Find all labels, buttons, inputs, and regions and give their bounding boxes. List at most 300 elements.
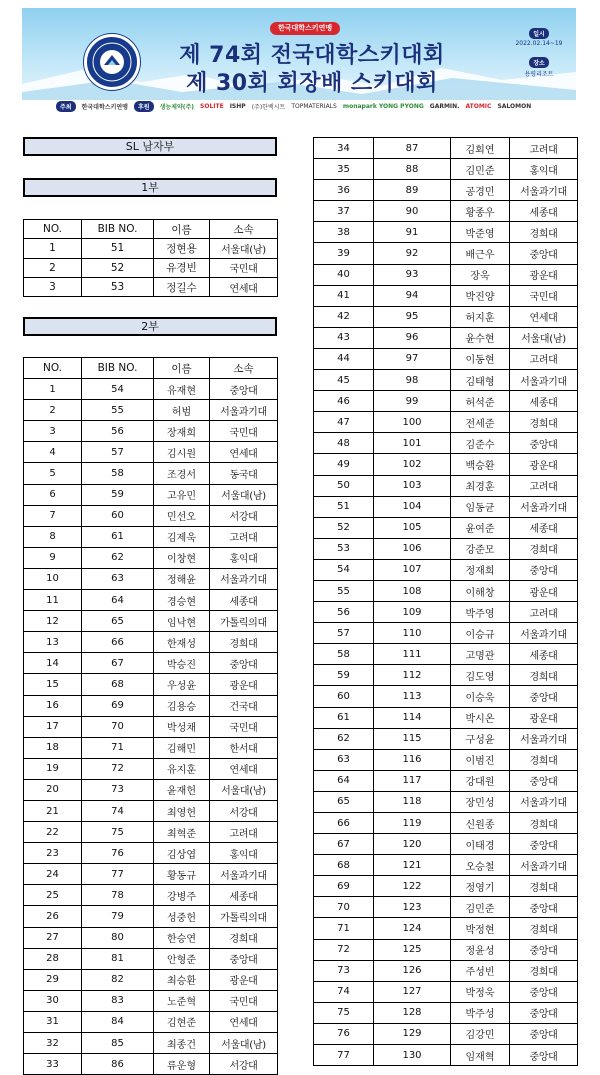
cell-name: 우성윤: [154, 674, 210, 695]
cell-no: 62: [314, 728, 374, 749]
cell-school: 중앙대: [510, 243, 578, 264]
cell-no: 72: [314, 939, 374, 960]
cell-no: 37: [314, 201, 374, 222]
sponsor-logo: GARMIN.: [429, 102, 460, 110]
cell-bib: 92: [374, 243, 451, 264]
cell-school: 광운대: [510, 707, 578, 728]
cell-name: 이창현: [154, 547, 210, 568]
host-name: 한국대학스키연맹: [81, 103, 128, 111]
cell-school: 광운대: [510, 264, 578, 285]
cell-no: 68: [314, 855, 374, 876]
table-row: [24, 990, 278, 1011]
cell-name: 허범: [154, 400, 210, 421]
cell-no: 73: [314, 960, 374, 981]
cell-school: 경희대: [210, 632, 278, 653]
cell-no: 67: [314, 834, 374, 855]
table-row: [314, 222, 578, 243]
cell-bib: 113: [374, 686, 451, 707]
table-row: [314, 306, 578, 327]
cell-name: 성중헌: [154, 906, 210, 927]
cell-bib: 71: [82, 737, 154, 758]
cell-bib: 129: [374, 1023, 451, 1044]
cell-no: 59: [314, 665, 374, 686]
cell-school: 서울대(남): [210, 779, 278, 800]
table-row: [314, 517, 578, 538]
sponsor-logo: 생능제약(주): [159, 103, 195, 111]
sponsor-row: [56, 100, 576, 112]
cell-school: 광운대: [510, 454, 578, 475]
cell-bib: 95: [374, 306, 451, 327]
cell-bib: 59: [82, 484, 154, 505]
table-row: [24, 632, 278, 653]
table-row: [24, 800, 278, 821]
cell-bib: 70: [82, 716, 154, 737]
cell-no: 24: [24, 864, 82, 885]
cell-name: 유재현: [154, 379, 210, 400]
table-row: [24, 822, 278, 843]
cell-school: 광운대: [510, 580, 578, 601]
cell-school: 세종대: [510, 391, 578, 412]
cell-bib: 79: [82, 906, 154, 927]
table-row: [24, 1011, 278, 1032]
cell-bib: 104: [374, 496, 451, 517]
venue-value: 용평리조트: [524, 71, 554, 78]
cell-name: 박정욱: [451, 981, 510, 1002]
table-row: [314, 1023, 578, 1044]
cell-name: 김회연: [451, 138, 510, 159]
event-title: SL 남자부: [23, 137, 277, 156]
table-row: [24, 864, 278, 885]
cell-school: 경희대: [510, 960, 578, 981]
table-row: [314, 834, 578, 855]
cell-bib: 52: [82, 258, 154, 277]
table-row: [314, 939, 578, 960]
cell-no: 25: [24, 885, 82, 906]
cell-no: 77: [314, 1045, 374, 1066]
cell-bib: 75: [82, 822, 154, 843]
cell-bib: 91: [374, 222, 451, 243]
cell-school: 고려대: [510, 602, 578, 623]
cell-no: 36: [314, 180, 374, 201]
cell-bib: 109: [374, 602, 451, 623]
cell-bib: 121: [374, 855, 451, 876]
cell-school: 경희대: [510, 749, 578, 770]
cell-bib: 119: [374, 813, 451, 834]
cell-no: 13: [24, 632, 82, 653]
cell-school: 서울과기대: [510, 180, 578, 201]
table-row: [24, 758, 278, 779]
cell-name: 조경서: [154, 463, 210, 484]
event-banner: [22, 8, 576, 100]
cell-school: 고려대: [510, 475, 578, 496]
cell-school: 중앙대: [510, 1045, 578, 1066]
cell-school: 서울과기대: [510, 496, 578, 517]
cell-bib: 68: [82, 674, 154, 695]
cell-name: 김용승: [154, 695, 210, 716]
cell-no: 60: [314, 686, 374, 707]
cell-name: 한재성: [154, 632, 210, 653]
cell-name: 정해윤: [154, 568, 210, 589]
cell-school: 광운대: [210, 674, 278, 695]
cell-no: 11: [24, 590, 82, 611]
table-row: [24, 568, 278, 589]
table-row: [314, 623, 578, 644]
cell-bib: 81: [82, 948, 154, 969]
cell-bib: 105: [374, 517, 451, 538]
cell-bib: 73: [82, 779, 154, 800]
cell-no: 64: [314, 770, 374, 791]
cell-bib: 115: [374, 728, 451, 749]
cell-name: 강병주: [154, 885, 210, 906]
cell-no: 70: [314, 897, 374, 918]
cell-bib: 110: [374, 623, 451, 644]
cell-name: 박준영: [451, 222, 510, 243]
cell-no: 5: [24, 463, 82, 484]
table-row: [314, 496, 578, 517]
table-row: [24, 674, 278, 695]
cell-school: 중앙대: [210, 653, 278, 674]
organizer-pill: 한국대학스키연맹: [270, 22, 340, 35]
cell-name: 김해민: [154, 737, 210, 758]
cell-name: 주성빈: [451, 960, 510, 981]
cell-no: 53: [314, 538, 374, 559]
cell-school: 고려대: [510, 138, 578, 159]
col-bib: BIB NO.: [82, 220, 154, 239]
cell-school: 중앙대: [510, 770, 578, 791]
cell-no: 3: [24, 277, 82, 296]
cell-bib: 90: [374, 201, 451, 222]
cell-name: 오승철: [451, 855, 510, 876]
table-row: [314, 813, 578, 834]
cell-name: 허지훈: [451, 306, 510, 327]
cell-bib: 58: [82, 463, 154, 484]
cell-name: 강준모: [451, 538, 510, 559]
cell-bib: 126: [374, 960, 451, 981]
table-row: [314, 981, 578, 1002]
table-row: [24, 737, 278, 758]
cell-bib: 123: [374, 897, 451, 918]
cell-no: 22: [24, 822, 82, 843]
cell-no: 2: [24, 400, 82, 421]
cell-no: 38: [314, 222, 374, 243]
cell-no: 1: [24, 379, 82, 400]
cell-school: 경희대: [210, 927, 278, 948]
table-header-row: [24, 220, 278, 239]
cell-school: 서울과기대: [210, 568, 278, 589]
cell-school: 서울대(남): [210, 484, 278, 505]
cell-no: 57: [314, 623, 374, 644]
cell-name: 박성채: [154, 716, 210, 737]
cell-name: 황종우: [451, 201, 510, 222]
table-row: [24, 716, 278, 737]
sponsor-logo: (주)한백시트: [251, 103, 286, 111]
cell-school: 가톨릭의대: [210, 906, 278, 927]
cell-no: 47: [314, 412, 374, 433]
table-row: [24, 442, 278, 463]
cell-no: 4: [24, 442, 82, 463]
cell-bib: 106: [374, 538, 451, 559]
cell-bib: 84: [82, 1011, 154, 1032]
cell-school: 국민대: [210, 421, 278, 442]
cell-no: 1: [24, 239, 82, 258]
cell-school: 서강대: [210, 1054, 278, 1075]
table-row: [24, 463, 278, 484]
cell-name: 장재희: [154, 421, 210, 442]
cell-school: 세종대: [210, 885, 278, 906]
table-row: [24, 505, 278, 526]
col-name: 이름: [154, 358, 210, 379]
cell-bib: 63: [82, 568, 154, 589]
table-row: [314, 391, 578, 412]
cell-name: 임동균: [451, 496, 510, 517]
cell-bib: 107: [374, 559, 451, 580]
cell-school: 경희대: [510, 665, 578, 686]
col-name: 이름: [154, 220, 210, 239]
col-bib: BIB NO.: [82, 358, 154, 379]
cell-school: 경희대: [510, 538, 578, 559]
cell-name: 박정현: [451, 918, 510, 939]
cell-no: 8: [24, 526, 82, 547]
cell-name: 장민성: [451, 791, 510, 812]
cell-school: 홍익대: [210, 843, 278, 864]
table-row: [24, 695, 278, 716]
table-row: [24, 779, 278, 800]
cell-bib: 89: [374, 180, 451, 201]
cell-bib: 98: [374, 370, 451, 391]
cell-name: 정영기: [451, 876, 510, 897]
cell-bib: 74: [82, 800, 154, 821]
cell-no: 20: [24, 779, 82, 800]
cell-no: 58: [314, 644, 374, 665]
group2-table-left: [23, 357, 278, 1075]
cell-name: 임재혁: [451, 1045, 510, 1066]
cell-bib: 67: [82, 653, 154, 674]
sponsor-logo: monapark YONG PYONG: [342, 102, 424, 110]
cell-name: 윤수현: [451, 327, 510, 348]
period-label: 일시: [512, 28, 566, 39]
cell-school: 중앙대: [210, 948, 278, 969]
cell-bib: 118: [374, 791, 451, 812]
cell-name: 노준혁: [154, 990, 210, 1011]
table-row: [314, 1045, 578, 1066]
cell-school: 중앙대: [510, 981, 578, 1002]
cell-school: 중앙대: [210, 379, 278, 400]
cell-name: 이태경: [451, 834, 510, 855]
cell-school: 가톨릭의대: [210, 611, 278, 632]
cell-bib: 55: [82, 400, 154, 421]
cell-bib: 96: [374, 327, 451, 348]
table-row: [24, 400, 278, 421]
cell-school: 서울과기대: [210, 400, 278, 421]
table-row: [314, 454, 578, 475]
venue-label: 장소: [512, 57, 566, 68]
cell-name: 신원종: [451, 813, 510, 834]
cell-name: 김준수: [451, 433, 510, 454]
cell-bib: 97: [374, 348, 451, 369]
cell-name: 윤재헌: [154, 779, 210, 800]
cell-name: 김제욱: [154, 526, 210, 547]
table-row: [314, 960, 578, 981]
cell-no: 33: [24, 1054, 82, 1075]
cell-bib: 114: [374, 707, 451, 728]
cell-school: 경희대: [510, 222, 578, 243]
cell-school: 중앙대: [510, 939, 578, 960]
cell-bib: 85: [82, 1033, 154, 1054]
cell-bib: 94: [374, 285, 451, 306]
cell-school: 한서대: [210, 737, 278, 758]
title-line-1: 제 74회 전국대학스키대회: [179, 43, 445, 68]
cell-name: 류운형: [154, 1054, 210, 1075]
cell-school: 서울과기대: [510, 728, 578, 749]
host-label: 주최: [56, 101, 76, 112]
cell-school: 연세대: [210, 277, 278, 296]
cell-bib: 99: [374, 391, 451, 412]
cell-bib: 61: [82, 526, 154, 547]
cell-name: 박주영: [451, 602, 510, 623]
cell-school: 서울과기대: [510, 623, 578, 644]
cell-school: 세종대: [510, 644, 578, 665]
sponsor-logo: TOPMATERIALS: [291, 102, 337, 110]
table-row: [314, 749, 578, 770]
cell-bib: 82: [82, 969, 154, 990]
cell-school: 경희대: [510, 813, 578, 834]
table-row: [24, 948, 278, 969]
cell-bib: 80: [82, 927, 154, 948]
table-row: [314, 159, 578, 180]
cell-no: 46: [314, 391, 374, 412]
cell-no: 18: [24, 737, 82, 758]
cell-name: 백승환: [451, 454, 510, 475]
cell-name: 구성윤: [451, 728, 510, 749]
cell-name: 최승환: [154, 969, 210, 990]
cell-school: 연세대: [210, 1011, 278, 1032]
cell-bib: 54: [82, 379, 154, 400]
cell-no: 56: [314, 602, 374, 623]
period-value: 2022.02.14~19: [515, 40, 563, 47]
federation-logo: [84, 34, 140, 90]
sponsor-label: 후원: [134, 101, 154, 112]
cell-school: 연세대: [210, 758, 278, 779]
cell-name: 고명관: [451, 644, 510, 665]
cell-school: 광운대: [210, 969, 278, 990]
cell-bib: 111: [374, 644, 451, 665]
table-row: [24, 969, 278, 990]
cell-bib: 124: [374, 918, 451, 939]
cell-name: 김도영: [451, 665, 510, 686]
cell-no: 75: [314, 1002, 374, 1023]
cell-school: 연세대: [210, 442, 278, 463]
cell-name: 박주성: [451, 1002, 510, 1023]
cell-school: 국민대: [210, 716, 278, 737]
cell-school: 중앙대: [510, 834, 578, 855]
cell-no: 19: [24, 758, 82, 779]
group2-title: 2부: [23, 317, 277, 336]
cell-name: 정재희: [451, 559, 510, 580]
cell-no: 55: [314, 580, 374, 601]
sponsor-logo: ISHP: [229, 102, 246, 110]
table-row: [314, 770, 578, 791]
cell-name: 유경빈: [154, 258, 210, 277]
table-row: [24, 590, 278, 611]
sponsor-logo: ATOMIC: [465, 102, 492, 110]
cell-no: 50: [314, 475, 374, 496]
table-row: [314, 412, 578, 433]
cell-name: 정길수: [154, 277, 210, 296]
cell-no: 35: [314, 159, 374, 180]
cell-no: 40: [314, 264, 374, 285]
table-row: [314, 580, 578, 601]
cell-no: 42: [314, 306, 374, 327]
cell-bib: 72: [82, 758, 154, 779]
cell-school: 중앙대: [510, 1002, 578, 1023]
cell-name: 안형준: [154, 948, 210, 969]
cell-no: 74: [314, 981, 374, 1002]
cell-school: 중앙대: [510, 433, 578, 454]
table-row: [314, 370, 578, 391]
cell-name: 김태형: [451, 370, 510, 391]
group1-table: [23, 219, 278, 297]
cell-no: 45: [314, 370, 374, 391]
cell-name: 강대원: [451, 770, 510, 791]
cell-no: 69: [314, 876, 374, 897]
cell-school: 서울과기대: [510, 370, 578, 391]
cell-no: 31: [24, 1011, 82, 1032]
cell-no: 39: [314, 243, 374, 264]
cell-bib: 66: [82, 632, 154, 653]
cell-name: 이승규: [451, 623, 510, 644]
table-row: [314, 243, 578, 264]
cell-no: 14: [24, 653, 82, 674]
cell-school: 중앙대: [510, 559, 578, 580]
table-row: [24, 547, 278, 568]
cell-bib: 65: [82, 611, 154, 632]
cell-no: 21: [24, 800, 82, 821]
cell-school: 국민대: [510, 285, 578, 306]
table-header-row: [24, 358, 278, 379]
cell-name: 김현준: [154, 1011, 210, 1032]
group2-table-right: [313, 137, 578, 1066]
cell-bib: 60: [82, 505, 154, 526]
table-row: [314, 327, 578, 348]
cell-bib: 117: [374, 770, 451, 791]
table-row: [314, 918, 578, 939]
cell-name: 한승연: [154, 927, 210, 948]
table-row: [314, 538, 578, 559]
cell-bib: 101: [374, 433, 451, 454]
table-row: [24, 239, 278, 258]
table-row: [314, 285, 578, 306]
cell-name: 최혁준: [154, 822, 210, 843]
cell-no: 10: [24, 568, 82, 589]
cell-name: 최영헌: [154, 800, 210, 821]
table-row: [314, 897, 578, 918]
table-row: [24, 885, 278, 906]
cell-no: 30: [24, 990, 82, 1011]
table-row: [24, 611, 278, 632]
cell-school: 세종대: [510, 201, 578, 222]
table-row: [24, 421, 278, 442]
col-school: 소속: [210, 358, 278, 379]
cell-no: 63: [314, 749, 374, 770]
cell-name: 김민준: [451, 159, 510, 180]
cell-name: 이동현: [451, 348, 510, 369]
cell-school: 서울과기대: [210, 864, 278, 885]
cell-school: 세종대: [210, 590, 278, 611]
cell-name: 공경민: [451, 180, 510, 201]
cell-bib: 88: [374, 159, 451, 180]
cell-name: 전세준: [451, 412, 510, 433]
table-row: [314, 728, 578, 749]
